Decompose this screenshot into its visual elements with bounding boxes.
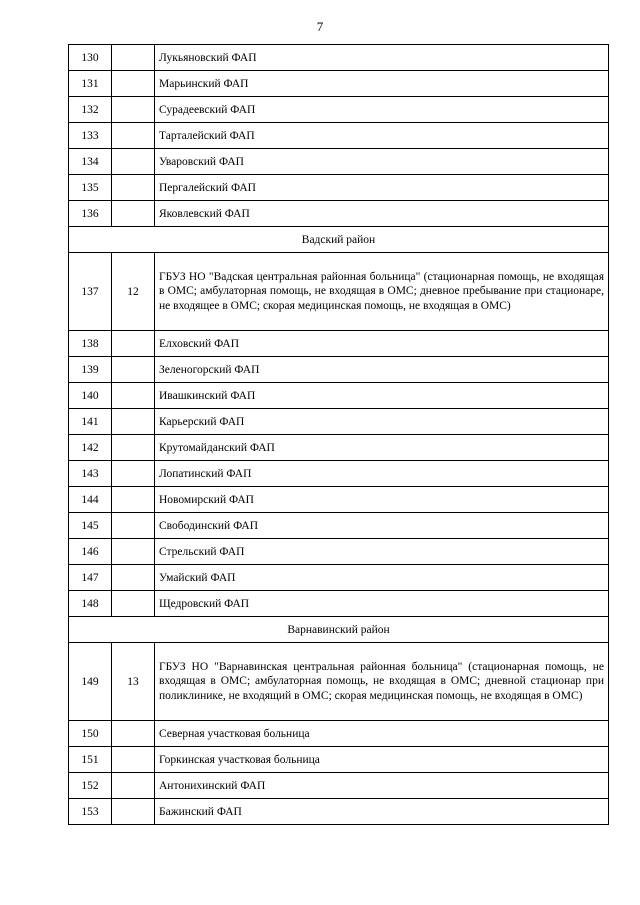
table-row bbox=[69, 591, 609, 617]
facility-name-cell: Лукьяновский ФАП bbox=[155, 45, 609, 71]
row-number-cell: 137 bbox=[69, 253, 112, 331]
row-number-cell: 131 bbox=[69, 71, 112, 97]
row-number-cell: 132 bbox=[69, 97, 112, 123]
institution-code-cell bbox=[112, 331, 155, 357]
row-number-cell: 143 bbox=[69, 461, 112, 487]
facility-name-cell: Елховский ФАП bbox=[155, 331, 609, 357]
facility-name-cell: Крутомайданский ФАП bbox=[155, 435, 609, 461]
row-number-cell: 147 bbox=[69, 565, 112, 591]
page-number: 7 bbox=[316, 19, 324, 34]
row-number-cell: 134 bbox=[69, 149, 112, 175]
facility-name-cell: Стрельский ФАП bbox=[155, 539, 609, 565]
facility-name-cell: Яковлевский ФАП bbox=[155, 201, 609, 227]
table-row bbox=[69, 773, 609, 799]
row-number-cell: 145 bbox=[69, 513, 112, 539]
institution-code-cell bbox=[112, 513, 155, 539]
row-number-cell: 146 bbox=[69, 539, 112, 565]
table-row bbox=[69, 539, 609, 565]
row-number-cell: 144 bbox=[69, 487, 112, 513]
table-row bbox=[69, 331, 609, 357]
table-row bbox=[69, 357, 609, 383]
table-row bbox=[69, 149, 609, 175]
facility-name-cell: Карьерский ФАП bbox=[155, 409, 609, 435]
institution-code-cell bbox=[112, 799, 155, 825]
institution-code-cell bbox=[112, 45, 155, 71]
row-number-cell: 142 bbox=[69, 435, 112, 461]
table-row bbox=[69, 253, 609, 331]
table-row bbox=[69, 175, 609, 201]
row-number-cell: 140 bbox=[69, 383, 112, 409]
institution-code-cell bbox=[112, 747, 155, 773]
row-number-cell: 149 bbox=[69, 643, 112, 721]
row-number-cell: 148 bbox=[69, 591, 112, 617]
row-number-cell: 152 bbox=[69, 773, 112, 799]
facility-name-cell: ГБУЗ НО "Варнавинская центральная районная больница" (стационарная помощь, не входящая в ОМС; амбулаторная помощь, не входящая в ОМС; дневной стационар при поликлинике, не входящий в ОМС; скорая медицинская помощь, не входящая в ОМС) bbox=[155, 643, 609, 721]
table-row bbox=[69, 747, 609, 773]
facility-name-cell: ГБУЗ НО "Вадская центральная районная больница" (стационарная помощь, не входящая в ОМС; амбулаторная помощь, не входящая в ОМС; дневное пребывание при стационаре, не входящее в ОМС; скорая медицинская помощь, не входящая в ОМС) bbox=[155, 253, 609, 331]
institution-code-cell bbox=[112, 773, 155, 799]
table-row bbox=[69, 71, 609, 97]
facility-name-cell: Сурадеевский ФАП bbox=[155, 97, 609, 123]
row-number-cell: 136 bbox=[69, 201, 112, 227]
institution-code-cell bbox=[112, 201, 155, 227]
facility-name-cell: Новомирский ФАП bbox=[155, 487, 609, 513]
institution-code-cell bbox=[112, 721, 155, 747]
institution-code-cell bbox=[112, 383, 155, 409]
institution-code-cell bbox=[112, 461, 155, 487]
institution-code-cell bbox=[112, 97, 155, 123]
institution-code-cell bbox=[112, 565, 155, 591]
facility-name-cell: Тарталейский ФАП bbox=[155, 123, 609, 149]
facility-name-cell: Щедровский ФАП bbox=[155, 591, 609, 617]
row-number-cell: 153 bbox=[69, 799, 112, 825]
facilities-table-body bbox=[69, 45, 609, 825]
facility-name-cell: Пергалейский ФАП bbox=[155, 175, 609, 201]
institution-code-cell bbox=[112, 71, 155, 97]
facility-name-cell: Лопатинский ФАП bbox=[155, 461, 609, 487]
district-header-row bbox=[69, 617, 609, 643]
institution-code-cell bbox=[112, 175, 155, 201]
facility-name-cell: Антонихинский ФАП bbox=[155, 773, 609, 799]
table-row bbox=[69, 643, 609, 721]
row-number-cell: 141 bbox=[69, 409, 112, 435]
table-row bbox=[69, 721, 609, 747]
facility-name-cell: Зеленогорский ФАП bbox=[155, 357, 609, 383]
institution-code-cell bbox=[112, 591, 155, 617]
district-title: Варнавинский район bbox=[69, 617, 609, 643]
row-number-cell: 130 bbox=[69, 45, 112, 71]
institution-code-cell bbox=[112, 435, 155, 461]
table-row bbox=[69, 383, 609, 409]
district-title: Вадский район bbox=[69, 227, 609, 253]
institution-code-cell bbox=[112, 357, 155, 383]
facility-name-cell: Горкинская участковая больница bbox=[155, 747, 609, 773]
institution-code-cell bbox=[112, 123, 155, 149]
row-number-cell: 139 bbox=[69, 357, 112, 383]
table-row bbox=[69, 97, 609, 123]
row-number-cell: 150 bbox=[69, 721, 112, 747]
table-row bbox=[69, 461, 609, 487]
facilities-table bbox=[68, 44, 609, 825]
institution-code-cell bbox=[112, 409, 155, 435]
row-number-cell: 135 bbox=[69, 175, 112, 201]
facility-name-cell: Свободинский ФАП bbox=[155, 513, 609, 539]
facility-name-cell: Уваровский ФАП bbox=[155, 149, 609, 175]
table-row bbox=[69, 513, 609, 539]
facility-name-cell: Умайский ФАП bbox=[155, 565, 609, 591]
institution-code-cell: 12 bbox=[112, 253, 155, 331]
row-number-cell: 133 bbox=[69, 123, 112, 149]
facility-name-cell: Северная участковая больница bbox=[155, 721, 609, 747]
district-header-row bbox=[69, 227, 609, 253]
table-row bbox=[69, 201, 609, 227]
table-row bbox=[69, 435, 609, 461]
facility-name-cell: Марьинский ФАП bbox=[155, 71, 609, 97]
institution-code-cell: 13 bbox=[112, 643, 155, 721]
facility-name-cell: Ивашкинский ФАП bbox=[155, 383, 609, 409]
institution-code-cell bbox=[112, 539, 155, 565]
row-number-cell: 138 bbox=[69, 331, 112, 357]
table-row bbox=[69, 487, 609, 513]
table-row bbox=[69, 409, 609, 435]
table-row bbox=[69, 565, 609, 591]
institution-code-cell bbox=[112, 149, 155, 175]
institution-code-cell bbox=[112, 487, 155, 513]
row-number-cell: 151 bbox=[69, 747, 112, 773]
table-row bbox=[69, 799, 609, 825]
facility-name-cell: Бажинский ФАП bbox=[155, 799, 609, 825]
table-row bbox=[69, 45, 609, 71]
table-row bbox=[69, 123, 609, 149]
